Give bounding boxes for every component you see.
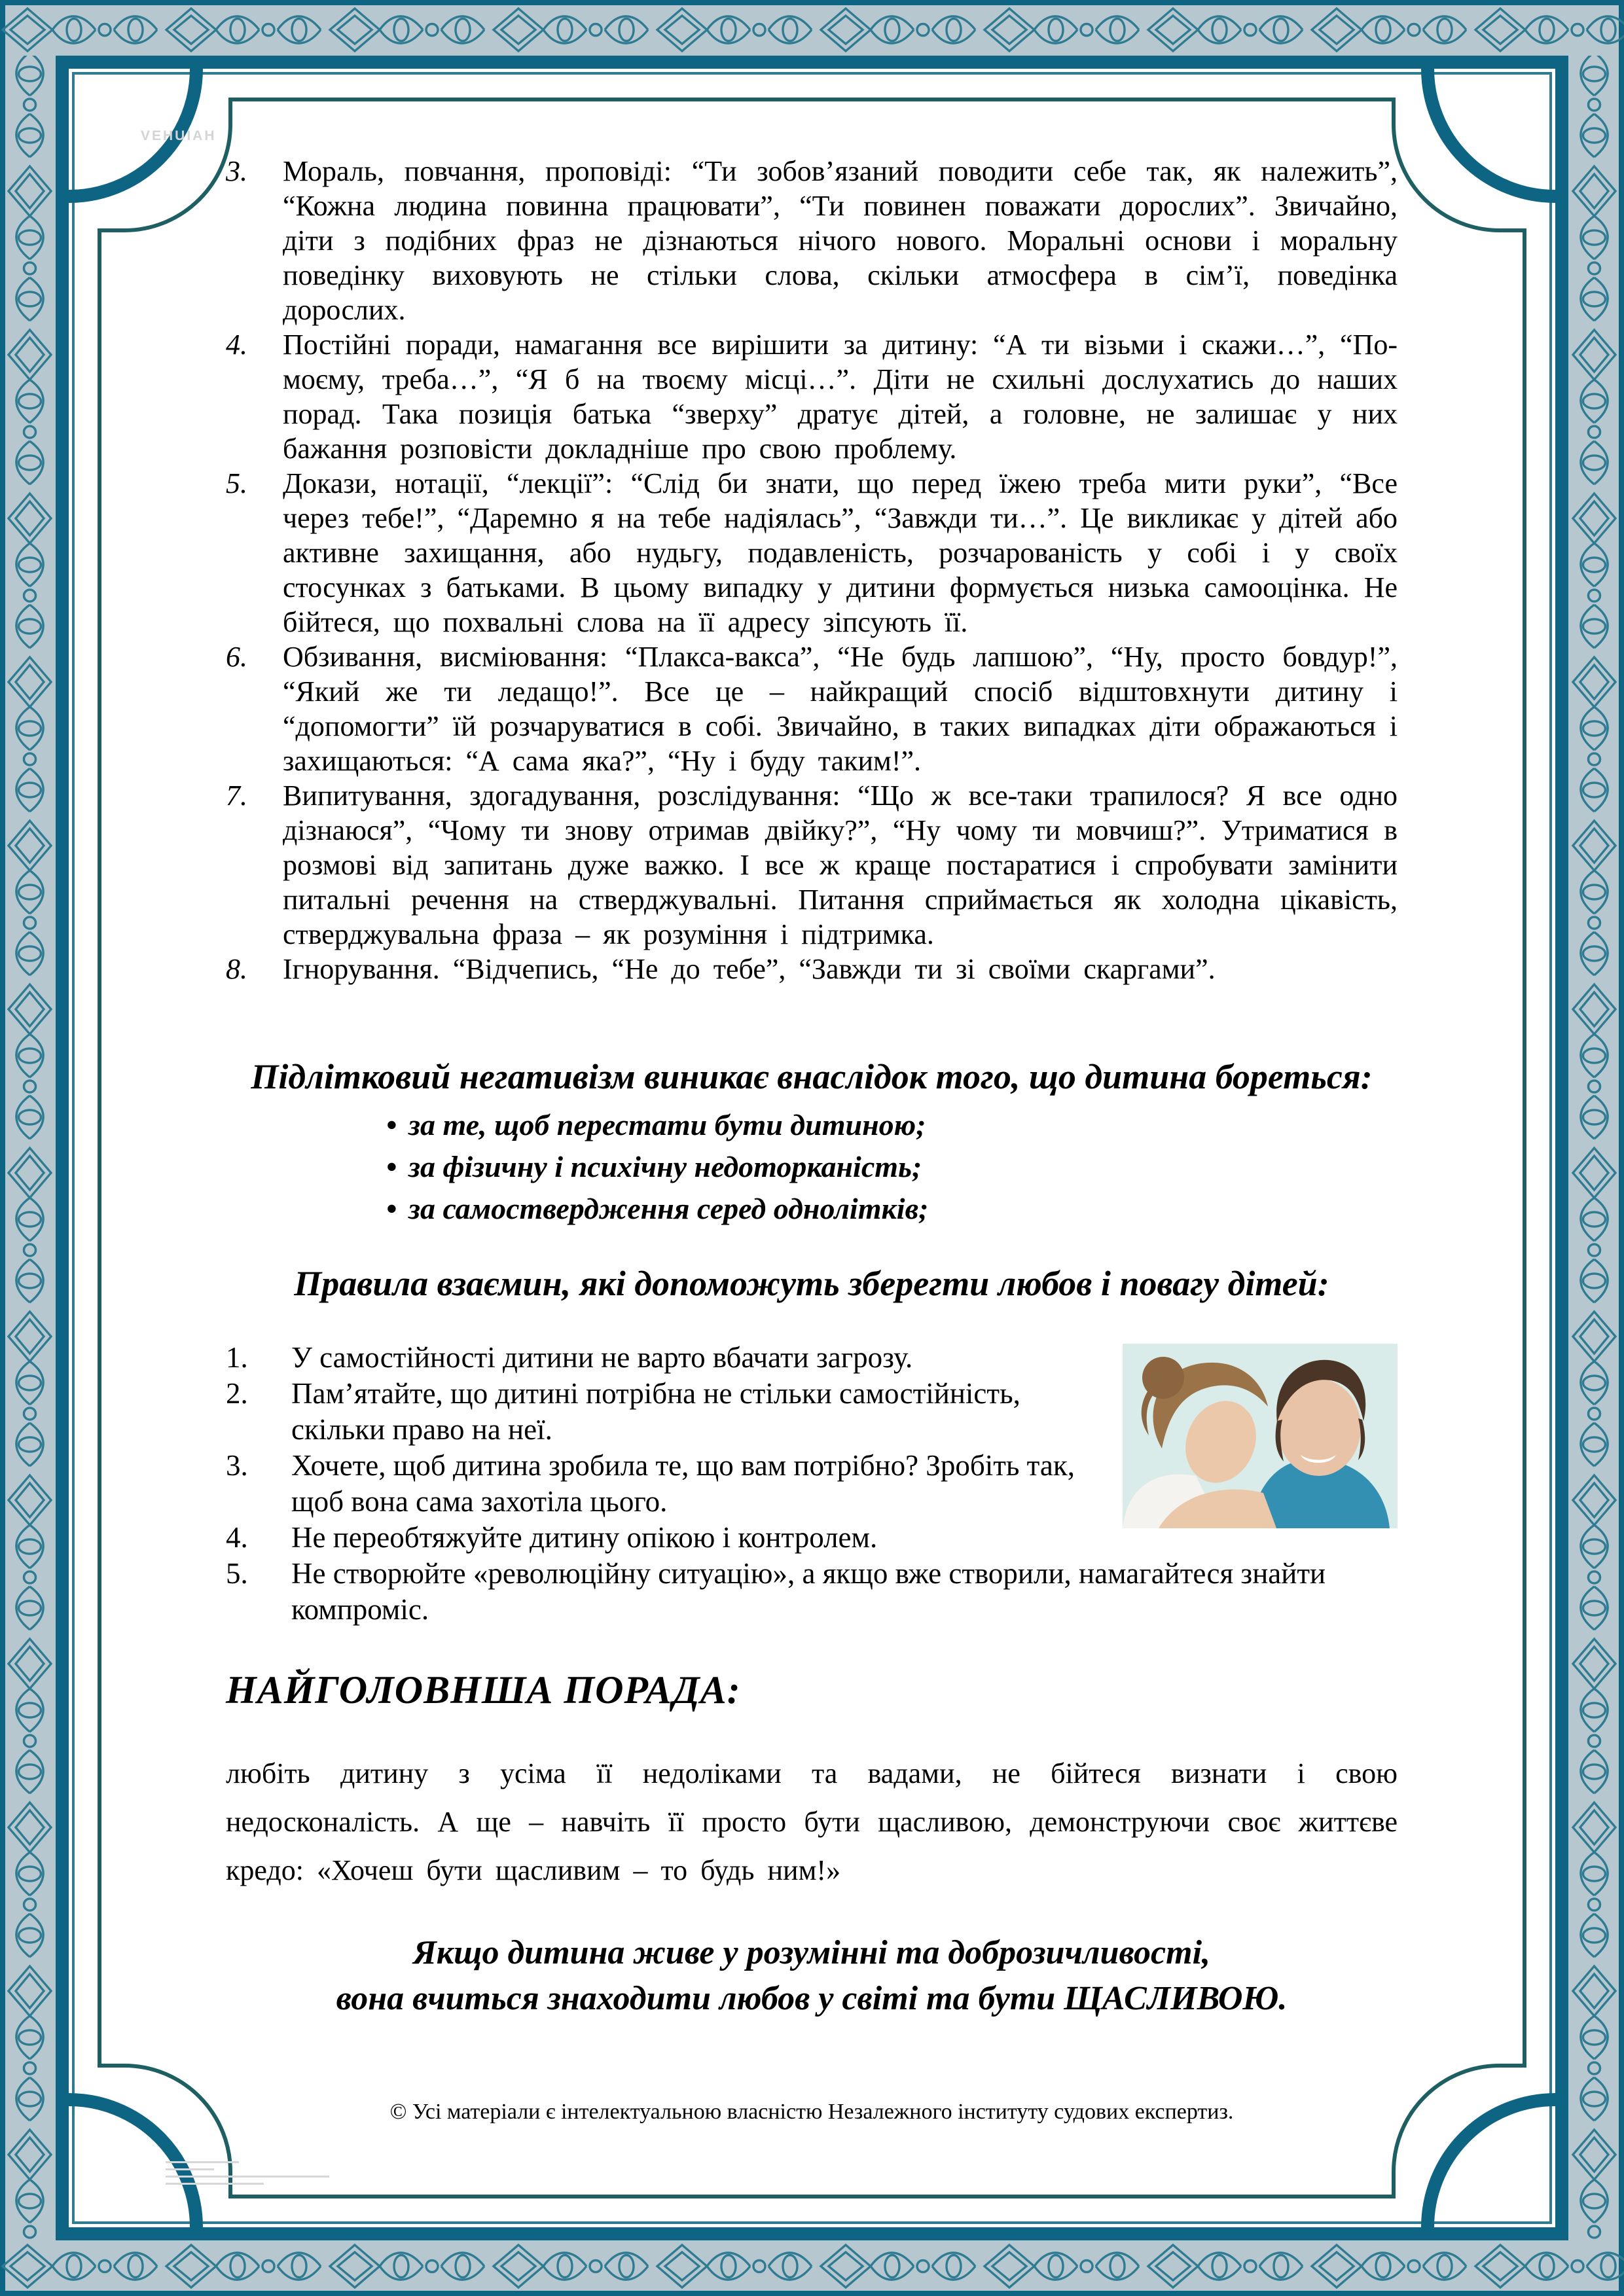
rule-text: Не створюйте «революційну ситуацію», а якщо вже створили, намагайтеся знайти компроміс. — [291, 1557, 1326, 1626]
list-number: 5. — [226, 467, 247, 499]
rule-number: 2. — [226, 1377, 248, 1410]
list-number: 3. — [226, 155, 247, 187]
list-item — [226, 778, 1398, 952]
rule-item — [226, 1376, 1398, 1448]
rule-text: Не переобтяжуйте дитину опікою і контролем. — [291, 1521, 878, 1554]
list-item-text: Ігнорування. “Відчепись, “Не до тебе”, “Завжди ти зі своїми скаргами”. — [283, 953, 1216, 985]
list-item — [226, 154, 1398, 327]
document-content — [226, 154, 1398, 2125]
bullet-item: • за фізичну і психічну недоторканість; — [386, 1146, 1398, 1188]
list-item-text: Випитування, здогадування, розслідування: “Що ж все-таки трапилося? Я все одно дізнаюся”, “Чому ти знову отримав двійку?”, “Ну чому ти мовчиш?”. Утриматися в розмові від запитань дуже важко. І все ж краще постаратися і спробувати замінити питальні речення на стверджувальні. Питання сприймається як холодна цікавість, стверджувальна фраза – як розуміння і підтримка. — [283, 780, 1398, 950]
list-number: 6. — [226, 641, 247, 673]
rule-text: Хочете, щоб дитина зробила те, що вам потрібно? Зробіть так, щоб вона сама захотіла цього. — [291, 1449, 1075, 1518]
list-item — [226, 639, 1398, 778]
watermark-text: VEHUIAH — [141, 128, 217, 143]
list-item — [226, 952, 1398, 986]
conclusion-line-2: вона вчиться знаходити любов у світі та бути ЩАСЛИВОЮ. — [336, 1980, 1288, 2017]
bullet-item: • за самоствердження серед однолітків; — [386, 1188, 1398, 1230]
list-item-text: Постійні поради, намагання все вирішити за дитину: “А ти візьми і скажи…”, “По-моєму, треба…”, “Я б на твоєму місці…”. Діти не схильні дослухатись до наших порад. Така позиція батька “зверху” дратує дітей, а головне, не залишає у них бажання розповісти докладніше про свою проблему. — [283, 329, 1398, 465]
list-number: 7. — [226, 780, 247, 812]
rule-number: 3. — [226, 1449, 248, 1482]
list-item — [226, 466, 1398, 639]
negativism-bullet-list — [386, 1104, 1398, 1230]
rules-list — [226, 1340, 1398, 1628]
rule-item — [226, 1448, 1398, 1520]
conclusion-line-1: Якщо дитина живе у розумінні та доброзичливості, — [412, 1934, 1211, 1971]
main-advice-text: любіть дитину з усіма її недоліками та вадами, не бійтеся визнати і свою недосконалість. А ще – навчіть її просто бути щасливою, демонструючи своє життєве кредо: «Хочеш бути щасливим – то будь ним!» — [226, 1757, 1398, 1886]
watermark-lines — [166, 2161, 329, 2190]
list-item-text: Докази, нотації, “лекції”: “Слід би знати, що перед їжею треба мити руки”, “Все через тебе!”, “Даремно я на тебе надіялась”, “Завжди ти…”. Це викликає у дітей або активне захищання, або нудьгу, подавленість, розчарованість у собі і у своїх стосунках з батьками. В цьому випадку у дитини формується низька самооцінка. Не бійтеся, що похвальні слова на її адресу зіпсують її. — [283, 467, 1398, 638]
rule-item — [226, 1556, 1398, 1628]
list-item-text: Мораль, повчання, проповіді: “Ти зобов’язаний поводити себе так, як належить”, “Кожна людина повинна працювати”, “Ти повинен поважати дорослих”. Звичайно, діти з подібних фраз не дізнаються нічого нового. Моральні основи і моральну поведінку виховують не стільки слова, скільки атмосфера в сім’ї, поведінка дорослих. — [283, 155, 1398, 326]
bullet-item: • за те, щоб перестати бути дитиною; — [386, 1104, 1398, 1146]
list-number: 8. — [226, 953, 247, 985]
list-item-text: Обзивання, висміювання: “Плакса-вакса”, “Не будь лапшою”, “Ну, просто бовдур!”, “Який же ти ледащо!”. Все це – найкращий спосіб відштовхнути дитину і “допомогти” їй розчаруватися в собі. Звичайно, в таких випадках діти ображаються і захищаються: “А сама яка?”, “Ну і буду таким!”. — [283, 641, 1398, 777]
negativism-heading: Підлітковий негативізм виникає внаслідок того, що дитина бореться: — [251, 1057, 1373, 1096]
list-item — [226, 327, 1398, 466]
rule-text: У самостійності дитини не варто вбачати загрозу. — [291, 1341, 913, 1374]
rule-number: 5. — [226, 1557, 248, 1590]
conclusion-text — [226, 1930, 1398, 2022]
rule-number: 1. — [226, 1341, 248, 1374]
rule-number: 4. — [226, 1521, 248, 1554]
rule-item — [226, 1520, 1398, 1556]
list-number: 4. — [226, 329, 247, 361]
copyright-line: © Усі матеріали є інтелектуальною власністю Незалежного інституту судових експертиз. — [389, 2100, 1234, 2124]
main-advice-heading: НАЙГОЛОВНША ПОРАДА: — [226, 1668, 741, 1712]
rule-item — [226, 1340, 1398, 1376]
rules-heading: Правила взаємин, які допоможуть зберегти любов і повагу дітей: — [294, 1264, 1329, 1303]
rule-text: Пам’ятайте, що дитині потрібна не стільки самостійність, скільки право на неї. — [291, 1377, 1020, 1446]
